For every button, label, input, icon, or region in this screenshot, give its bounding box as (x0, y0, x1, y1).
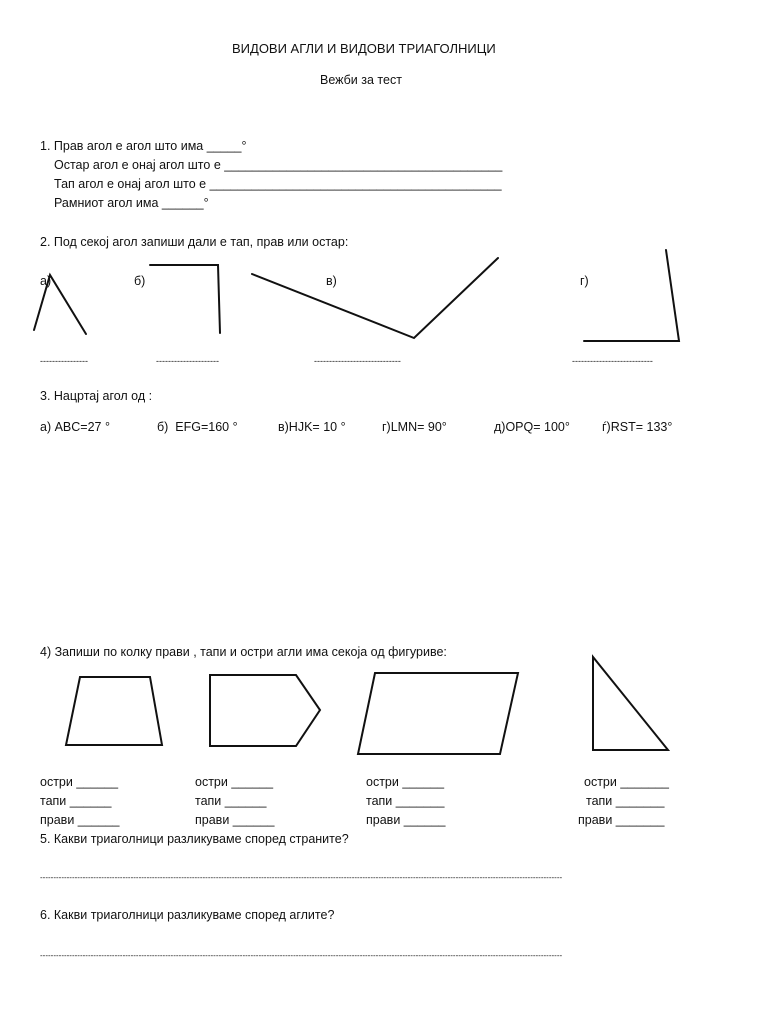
q4-col4-ostri: остри _______ (584, 775, 669, 789)
q4-col2-pravi: прави ______ (195, 813, 275, 827)
q2-answer-blank-g[interactable]: --------------------------- (572, 356, 653, 366)
q4-col3-ostri: остри ______ (366, 775, 445, 789)
shape-trapezoid (66, 677, 162, 745)
q1-line-3: Тап агол е онај агол што е __________________________________________ (54, 177, 502, 191)
q1-line-2: Остар агол е онај агол што е ________________________________________ (54, 158, 503, 172)
q3-item-d: д)OPQ= 100° (494, 420, 570, 434)
q4-col4-tapi: тапи _______ (586, 794, 665, 808)
page-subtitle: Вежби за тест (320, 73, 402, 87)
q3-item-a: а) ABC=27 ° (40, 420, 110, 434)
q2-answer-blank-b[interactable]: --------------------- (156, 356, 219, 366)
q4-prompt: 4) Запиши по колку прави , тапи и остри агли има секоја од фигуриве: (40, 645, 447, 659)
q3-item-b: б) EFG=160 ° (157, 420, 238, 434)
q4-col3-tapi: тапи _______ (366, 794, 445, 808)
shape-pentagon (210, 675, 320, 746)
q2-answer-blank-v[interactable]: ----------------------------- (314, 356, 401, 366)
q4-col2-tapi: тапи ______ (195, 794, 267, 808)
q1-line-4: Рамниот агол има ______° (54, 196, 209, 210)
q4-col1-tapi: тапи ______ (40, 794, 112, 808)
q2-label-v: в) (326, 274, 337, 288)
q2-answer-blank-a[interactable]: ---------------- (40, 356, 88, 366)
q4-col1-ostri: остри ______ (40, 775, 119, 789)
shape-right-triangle (593, 657, 668, 750)
q5-answer-line[interactable]: ---------------------------------------------------------------------------------------------------------------------------------------------------------------------------------------------------- (40, 873, 563, 882)
q4-col3-pravi: прави ______ (366, 813, 446, 827)
angle-b-right (150, 265, 220, 333)
q3-item-gj: ѓ)RST= 133° (602, 420, 673, 434)
page-title: ВИДОВИ АГЛИ И ВИДОВИ ТРИАГОЛНИЦИ (232, 41, 496, 56)
q1-line-1: 1. Прав агол е агол што има _____° (40, 139, 247, 153)
angle-v-obtuse (252, 258, 498, 338)
q6-answer-line[interactable]: ---------------------------------------------------------------------------------------------------------------------------------------------------------------------------------------------------- (40, 951, 563, 960)
q6-prompt: 6. Какви триаголници разликуваме според аглите? (40, 908, 335, 922)
q3-item-v: в)HJK= 10 ° (278, 420, 346, 434)
angle-g-right (584, 250, 679, 341)
q4-col1-pravi: прави ______ (40, 813, 120, 827)
q2-label-b: б) (134, 274, 146, 288)
q4-col4-pravi: прави _______ (578, 813, 665, 827)
shape-parallelogram (358, 673, 518, 754)
q4-col2-ostri: остри ______ (195, 775, 274, 789)
q2-label-a: а) (40, 274, 52, 288)
q5-prompt: 5. Какви триаголници разликуваме според страните? (40, 832, 349, 846)
q3-prompt: 3. Нацртај агол од : (40, 389, 153, 403)
q2-label-g: г) (580, 274, 589, 288)
angle-a-acute (34, 275, 86, 334)
q2-prompt: 2. Под секој агол запиши дали е тап, прав или остар: (40, 235, 349, 249)
q3-item-g: г)LMN= 90° (382, 420, 447, 434)
